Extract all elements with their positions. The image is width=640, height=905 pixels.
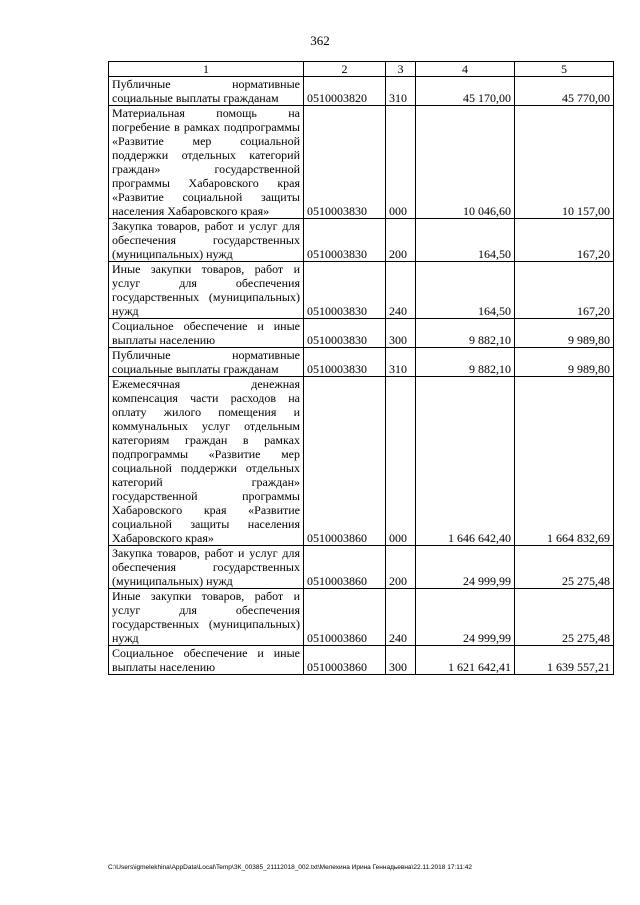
row-value-2019-cell: 164,50 [416, 219, 515, 262]
column-header: 2 [304, 62, 386, 77]
row-name-cell: Закупка товаров, работ и услуг для обеспечения государственных (муниципальных) нужд [109, 546, 304, 589]
row-vr-cell: 240 [386, 262, 416, 319]
row-code-cell: 0510003830 [304, 106, 386, 219]
table-row [109, 319, 614, 348]
row-value-2019-cell: 9 882,10 [416, 319, 515, 348]
row-code-cell: 0510003830 [304, 219, 386, 262]
document-footer-path: C:\Users\igmelekhina\AppData\Local\Temp\ЗК_00385_21112018_002.txt\Мелехина Ирина Геннадьевна\22.11.2018 17:11:42 [108, 864, 473, 871]
row-value-2020-cell: 45 770,00 [515, 77, 614, 106]
row-code-cell: 0510003860 [304, 546, 386, 589]
row-value-2019-cell: 45 170,00 [416, 77, 515, 106]
row-code-cell: 0510003830 [304, 262, 386, 319]
row-code-cell: 0510003830 [304, 348, 386, 377]
row-value-2020-cell: 167,20 [515, 262, 614, 319]
row-vr-cell: 300 [386, 646, 416, 675]
page-number: 362 [310, 33, 330, 48]
row-value-2020-cell: 9 989,80 [515, 319, 614, 348]
row-code-cell: 0510003860 [304, 646, 386, 675]
row-name-cell: Публичные нормативные социальные выплаты гражданам [109, 77, 304, 106]
row-name-cell: Ежемесячная денежная компенсация части расходов на оплату жилого помещения и коммунальных услуг отдельным категориям граждан в рамках подпрограммы «Развитие мер социальной поддержки отдельных категорий граждан» государственной программы Хабаровского края «Развитие социальной защиты населения Хабаровского края» [109, 377, 304, 546]
row-value-2019-cell: 9 882,10 [416, 348, 515, 377]
row-vr-cell: 200 [386, 219, 416, 262]
row-value-2020-cell: 167,20 [515, 219, 614, 262]
row-value-2019-cell: 1 646 642,40 [416, 377, 515, 546]
row-vr-cell: 240 [386, 589, 416, 646]
row-vr-cell: 310 [386, 348, 416, 377]
table-row [109, 262, 614, 319]
row-name-cell: Социальное обеспечение и иные выплаты населению [109, 319, 304, 348]
table-row [109, 546, 614, 589]
row-name-cell: Закупка товаров, работ и услуг для обеспечения государственных (муниципальных) нужд [109, 219, 304, 262]
row-value-2020-cell: 1 664 832,69 [515, 377, 614, 546]
row-code-cell: 0510003820 [304, 77, 386, 106]
row-vr-cell: 300 [386, 319, 416, 348]
column-header: 5 [515, 62, 614, 77]
row-value-2020-cell: 25 275,48 [515, 589, 614, 646]
table-row [109, 219, 614, 262]
table-row [109, 646, 614, 675]
row-value-2020-cell: 9 989,80 [515, 348, 614, 377]
row-value-2020-cell: 1 639 557,21 [515, 646, 614, 675]
row-value-2019-cell: 164,50 [416, 262, 515, 319]
row-value-2020-cell: 25 275,48 [515, 546, 614, 589]
row-code-cell: 0510003860 [304, 377, 386, 546]
row-value-2020-cell: 10 157,00 [515, 106, 614, 219]
table-row [109, 348, 614, 377]
table-row [109, 589, 614, 646]
row-code-cell: 0510003860 [304, 589, 386, 646]
row-name-cell: Иные закупки товаров, работ и услуг для обеспечения государственных (муниципальных) нужд [109, 589, 304, 646]
budget-table [108, 61, 614, 675]
row-value-2019-cell: 1 621 642,41 [416, 646, 515, 675]
column-header: 3 [386, 62, 416, 77]
row-value-2019-cell: 24 999,99 [416, 589, 515, 646]
row-vr-cell: 000 [386, 106, 416, 219]
table-header-row [109, 62, 614, 77]
row-vr-cell: 000 [386, 377, 416, 546]
row-vr-cell: 310 [386, 77, 416, 106]
row-value-2019-cell: 10 046,60 [416, 106, 515, 219]
row-name-cell: Социальное обеспечение и иные выплаты населению [109, 646, 304, 675]
table-row [109, 106, 614, 219]
column-header: 1 [109, 62, 304, 77]
column-header: 4 [416, 62, 515, 77]
row-code-cell: 0510003830 [304, 319, 386, 348]
row-name-cell: Иные закупки товаров, работ и услуг для обеспечения государственных (муниципальных) нужд [109, 262, 304, 319]
row-name-cell: Материальная помощь на погребение в рамках подпрограммы «Развитие мер социальной поддержки отдельных категорий граждан» государственной программы Хабаровского края «Развитие социальной защиты населения Хабаровского края» [109, 106, 304, 219]
row-name-cell: Публичные нормативные социальные выплаты гражданам [109, 348, 304, 377]
table-body [109, 77, 614, 675]
table-row [109, 77, 614, 106]
row-vr-cell: 200 [386, 546, 416, 589]
row-value-2019-cell: 24 999,99 [416, 546, 515, 589]
table-row [109, 377, 614, 546]
